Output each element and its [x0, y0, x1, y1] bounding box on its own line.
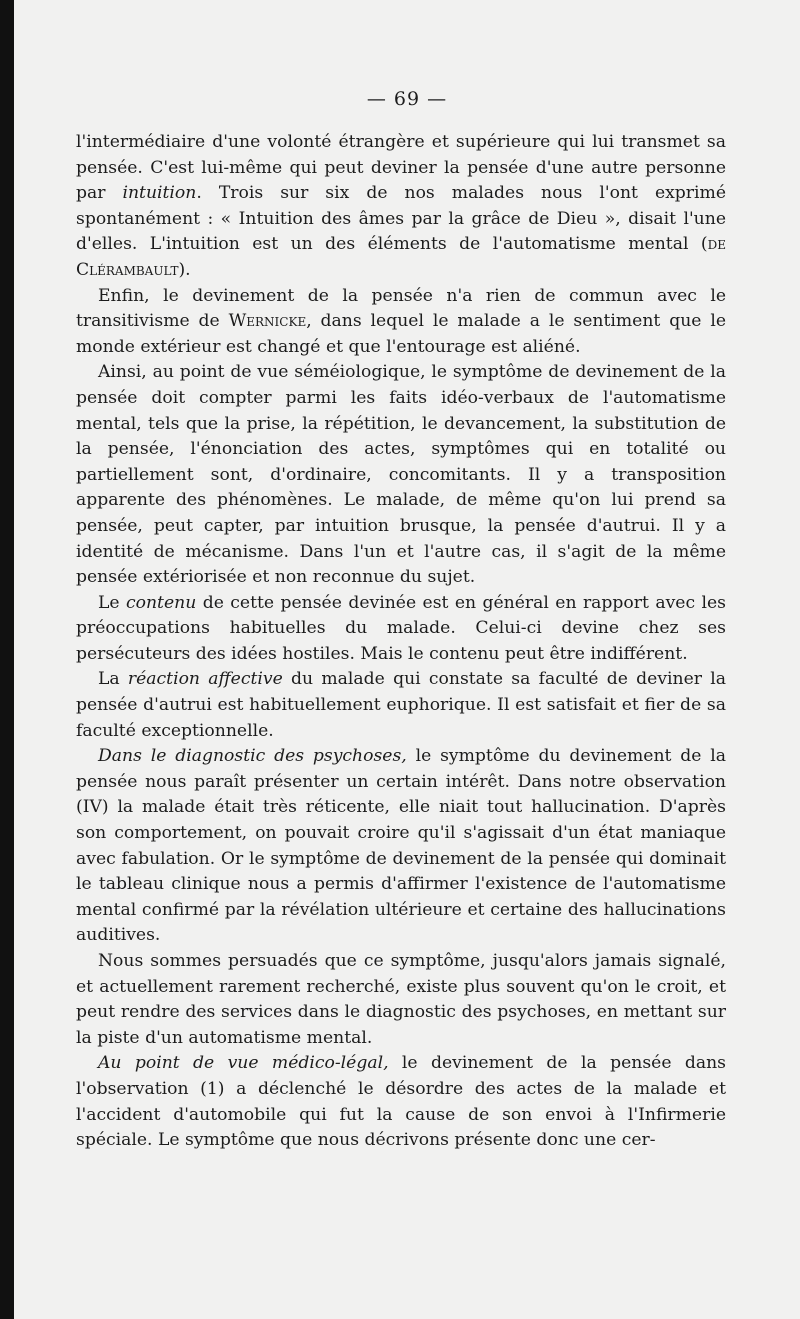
paragraph-p8: [76, 1051, 726, 1153]
text-segment: le devinement de la pensée dans l'observation (1) a déclenché le désordre des actes de la malade et l'accident d'automobile qui fut la cause de son envoi à l'Infirmerie spéciale. Le symptôme que nous décrivons présente donc une cer-: [76, 1053, 726, 1151]
italic-text: contenu: [126, 592, 197, 613]
text-segment: La: [98, 669, 128, 690]
author-name: de Clérambault: [76, 234, 726, 280]
page-number: — 69 —: [366, 88, 448, 110]
paragraph-p4: [76, 591, 726, 668]
text-segment: le symptôme du devinement de la pensée nous paraît présenter un certain intérêt. Dans notre observation (IV) la malade était très réticente, elle niait tout hallucination. D'après son comportement, on pouvait croire qu'il s'agissait d'un état maniaque avec fabulation. Or le symptôme de devinement de la pensée qui dominait le tableau clinique nous a permis d'affirmer l'existence de l'automatisme mental confirmé par la révélation ultérieure et certaine des hallucinations auditives.: [76, 746, 727, 946]
text-segment: de cette pensée devinée est en général en rapport avec les préoccupations habituelles du malade. Celui-ci devine chez ses persécuteurs des idées hostiles. Mais le contenu peut être indifférent.: [76, 592, 726, 664]
italic-text: intuition: [122, 183, 197, 204]
text-segment: , dans lequel le malade a le sentiment que le monde extérieur est changé et que l'entourage est aliéné.: [76, 311, 726, 357]
body-text: [76, 130, 726, 1154]
text-segment: l'intermédiaire d'une volonté étrangère et supérieure qui lui transmet sa pensée. C'est lui-même qui peut deviner la pensée d'une autre personne par: [76, 132, 726, 204]
author-name: Wernicke: [228, 311, 307, 332]
italic-text: réaction affective: [127, 669, 283, 690]
text-segment: Enfin, le devinement de la pensée n'a rien de commun avec le transitivisme de: [76, 285, 726, 332]
text-segment: Ainsi, au point de vue séméiologique, le symptôme de devinement de la pensée doit compter parmi les faits idéo-verbaux de l'automatisme mental, tels que la prise, la répétition, le devancement, la substitution de la pensée, l'énonciation des actes, symptômes qui en totalité ou partiellement sont, d'ordinaire, concomitants. Il y a transposition apparente des phénomènes. Le malade, de même qu'on lui prend sa pensée, peut capter, par intuition brusque, la pensée d'autrui. Il y a identité de mécanisme. Dans l'un et l'autre cas, il s'agit de la même pensée extériorisée et non reconnue du sujet.: [76, 362, 726, 588]
paragraph-p1: [76, 130, 726, 284]
paragraph-p2: [76, 284, 726, 361]
text-segment: . Trois sur six de nos malades nous l'ont exprimé spontanément : « Intuition des âmes par la grâce de Dieu », disait l'une d'elles. L'intuition est un des éléments de l'automatisme mental (: [76, 183, 726, 255]
text-segment: Nous sommes persuadés que ce symptôme, jusqu'alors jamais signalé, et actuellement rarement recherché, existe plus souvent qu'on le croit, et peut rendre des services dans le diagnostic des psychoses, en mettant sur la piste d'un automatisme mental.: [76, 951, 726, 1048]
text-segment: ).: [178, 259, 191, 280]
text-segment: Le: [98, 592, 127, 613]
paragraph-p5: [76, 667, 726, 744]
italic-text: Au point de vue médico-légal,: [98, 1053, 389, 1074]
paragraph-p3: [76, 360, 726, 590]
text-segment: du malade qui constate sa faculté de deviner la pensée d'autrui est habituellement euphorique. Il est satisfait et fier de sa faculté exceptionnelle.: [76, 669, 727, 741]
paragraph-p6: [76, 744, 726, 949]
italic-text: Dans le diagnostic des psychoses,: [98, 746, 407, 767]
paragraph-p7: [76, 949, 726, 1051]
